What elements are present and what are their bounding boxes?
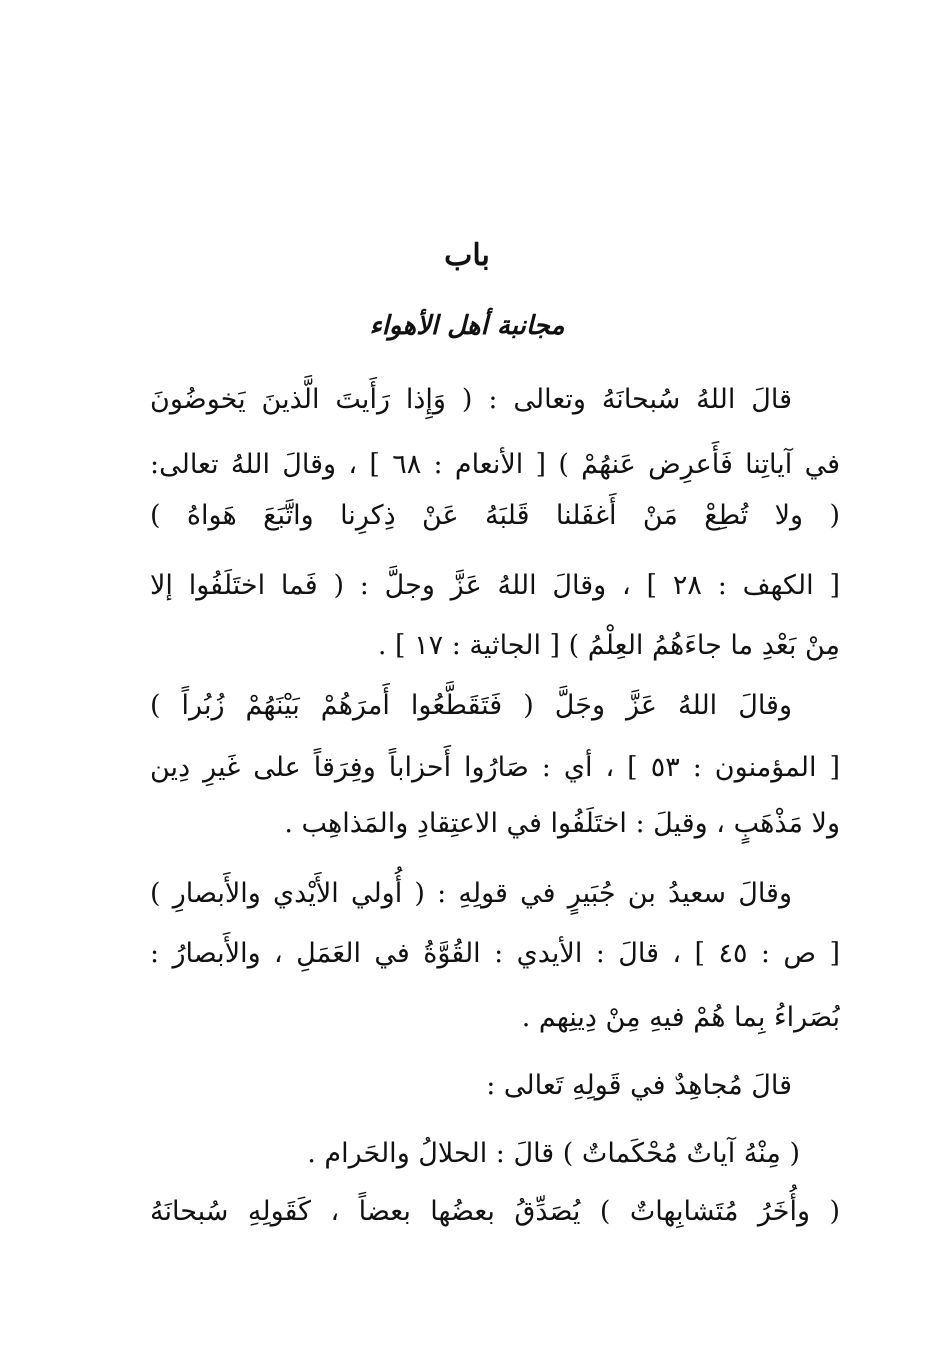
chapter-title: مجانبة أهل الأهواء: [369, 311, 565, 341]
text-line: ( مِنْهُ آياتٌ مُحْكَماتٌ ) قالَ : الحلالُ والحَرام .: [307, 1138, 800, 1169]
text-line: قالَ مُجاهِدٌ في قَولِهِ تَعالى :: [486, 1070, 792, 1101]
text-line: ولا مَذْهَبٍ ، وقيلَ : اختَلَفُوا في الاعتِقادِ والمَذاهِب .: [284, 808, 840, 839]
text-line: بُصَراءُ بِما هُمْ فيهِ مِنْ دِينِهم .: [521, 1002, 840, 1033]
chapter-label: باب: [444, 238, 490, 273]
body-text: [150, 0, 840, 1364]
text-line: [ المؤمنون : ٥٣ ] ، أي : صَارُوا أَحزاباً وفِرَقاً على غَيرِ دِين: [150, 752, 840, 783]
text-line: [ ص : ٤٥ ] ، قالَ : الأيدي : القُوَّةُ في العَمَلِ ، والأَبصارُ :: [150, 938, 840, 969]
text-line: مِنْ بَعْدِ ما جاءَهُمُ العِلْمُ ) [ الجاثية : ١٧ ] .: [377, 630, 840, 661]
text-line: وقالَ اللهُ عَزَّ وجَلَّ ( فَتَقَطَّعُوا أَمرَهُمْ بَيْنَهُمْ زُبُراً ): [150, 690, 792, 721]
text-line: قالَ اللهُ سُبحانَهُ وتعالى : ( وَإِذا رَأَيتَ الَّذينَ يَخوضُونَ: [150, 384, 792, 415]
text-line: ( ولا تُطِعْ مَنْ أَغفَلنا قَلبَهُ عَنْ ذِكرِنا واتَّبَعَ هَواهُ ): [150, 500, 840, 531]
text-line: ( وأُخَرُ مُتَشابِهاتٌ ) يُصَدِّقُ بعضُها بعضاً ، كَقَولِهِ سُبحانَهُ: [150, 1196, 840, 1227]
text-line: في آياتِنا فَأَعرِض عَنهُمْ ) [ الأنعام : ٦٨ ] ، وقالَ اللهُ تعالى:: [150, 449, 840, 480]
text-line: وقالَ سعيدُ بن جُبَيرٍ في قولِهِ : ( أُولي الأَيْدي والأَبصارِ ): [150, 878, 792, 909]
text-line: [ الكهف : ٢٨ ] ، وقالَ اللهُ عَزَّ وجلَّ : ( فَما اختَلَفُوا إلا: [150, 570, 840, 601]
